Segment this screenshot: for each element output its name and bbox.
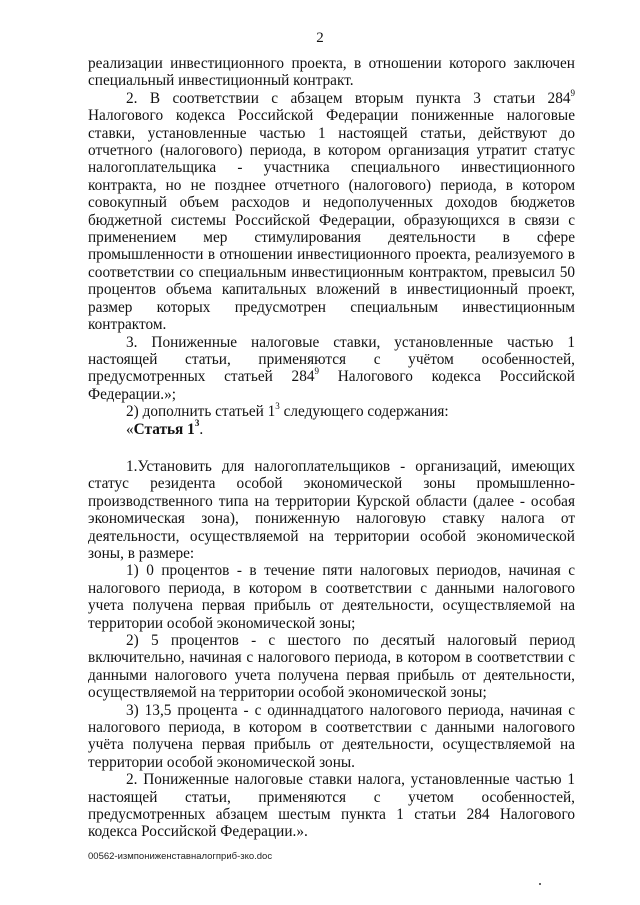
spacer	[88, 438, 575, 458]
paragraph-article-part-2: 2. Пониженные налоговые ставки налога, установленные частью 1 настоящей статьи, применяются с учетом особенностей, предусмотренных абзацем шестым пункта 1 статьи 284 Налогового кодекса Российской Федерации.».	[88, 771, 575, 841]
paragraph-article-part-1: 1.Установить для налогоплательщиков - организаций, имеющих статус резидента особой экономической зоны промышленно-производственного типа на территории Курской области (далее - особая экономическая зона), пониженную налоговую ставку налога от деятельности, осуществляемой на территории особой экономической зоны, в размере:	[88, 457, 575, 562]
article-heading: «Статья $1^3$.	[126, 418, 204, 438]
footer-filename: 00562-измпониженставналогприб-зко.doc	[88, 851, 273, 862]
list-item-rate-13-5: 3) 13,5 процента - с одиннадцатого налогового периода, начиная с налогового периода, в котором в соответствии с данными налогового учёта получена первая прибыль от деятельности, осуществляемой на территории особой экономической зоны.	[88, 701, 575, 771]
paragraph-rate-duration: 2. В соответствии с абзацем вторым пункта 3 статьи $284^9$ Налогового кодекса Российской Федерации пониженные налоговые ставки, установленные частью 1 настоящей статьи, действуют до отчетного (налогового) периода, в котором организация утратит статус налогоплательщика - участника специального инвестиционного контракта, но не позднее отчетного (налогового) периода, в котором совокупный объем расходов и недополученных доходов бюджетов бюджетной системы Российской Федерации, образующихся в связи с применением мер стимулирования деятельности в сфере промышленности в отношении инвестиционного проекта, реализуемого в соответствии со специальным инвестиционным контрактом, превысил 50 процентов объема капитальных вложений в инвестиционный проект, размер которых предусмотрен специальным инвестиционным контрактом.	[88, 87, 575, 334]
document-body	[88, 55, 575, 841]
paragraph-rate-application: 3. Пониженные налоговые ставки, установленные частью 1 настоящей статьи, применяются с учётом особенностей, предусмотренных статьей $284^9$ Налогового кодекса Российской Федерации.»;	[88, 333, 575, 403]
paragraph-contract-continuation: реализации инвестиционного проекта, в отношении которого заключен специальный инвестиционный контракт.	[88, 55, 575, 90]
scan-dot	[539, 883, 541, 885]
list-item-rate-5: 2) 5 процентов - с шестого по десятый налоговый период включительно, начиная с налогового периода, в котором в соответствии с данными налогового учета получена первая прибыль от деятельности, осуществляемой на территории особой экономической зоны;	[88, 632, 575, 702]
list-item-rate-0: 1) 0 процентов - в течение пяти налоговых периодов, начиная с налогового периода, в котором в соответствии с данными налогового учета получена первая прибыль от деятельности, осуществляемой на территории особой экономической зоны;	[88, 562, 575, 632]
page-number: 2	[316, 30, 324, 46]
paragraph-add-article: 2) дополнить статьей $1^3$ следующего содержания:	[126, 401, 449, 421]
